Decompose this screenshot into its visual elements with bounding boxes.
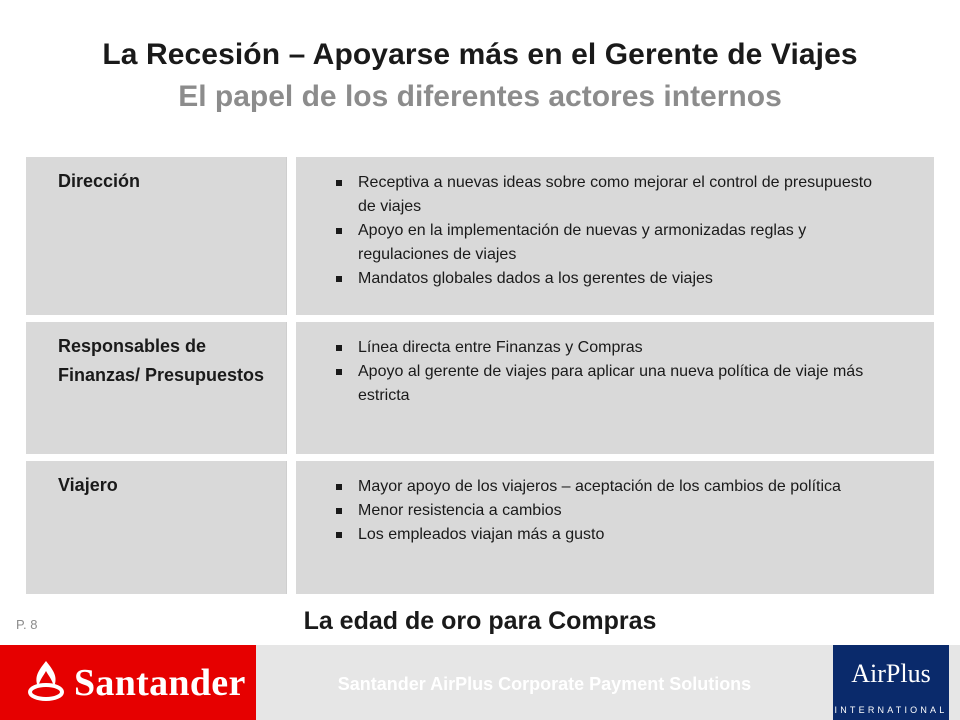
santander-logo-band [0,645,256,720]
slide-subtitle: El papel de los diferentes actores internos [178,80,782,113]
brand-name: Santander [74,661,246,704]
footer-caption-band [256,645,833,720]
bullet-item: Mandatos globales dados a los gerentes de viajes [336,267,874,291]
airplus-name: AirPlus [851,659,931,688]
role-label-cell [26,322,287,454]
square-bullet-icon [336,369,342,375]
square-bullet-icon [336,532,342,538]
bullet-item: Apoyo al gerente de viajes para aplicar una nueva política de viaje más estricta [336,360,874,408]
santander-logo [28,659,246,706]
role-row-direccion [26,157,934,315]
role-label-cell [26,157,287,315]
bullet-item: Mayor apoyo de los viajeros – aceptación de los cambios de política [336,475,874,499]
flame-icon [28,659,64,706]
role-label: Viajero [58,475,118,495]
role-label: Dirección [58,171,141,191]
square-bullet-icon [336,180,342,186]
role-row-viajero [26,461,934,594]
bullet-list [336,336,874,408]
square-bullet-icon [336,345,342,351]
square-bullet-icon [336,228,342,234]
role-label-cell [26,461,287,594]
airplus-logo-band [833,645,960,720]
slide-title: La Recesión – Apoyarse más en el Gerente de Viajes [102,38,858,71]
footer-caption: Santander AirPlus Corporate Payment Solutions [337,674,752,694]
square-bullet-icon [336,508,342,514]
bullet-item: Menor resistencia a cambios [336,499,874,523]
role-bullets-cell [296,461,934,594]
tagline: La edad de oro para Compras [303,607,657,635]
airplus-logo [833,645,949,720]
role-bullets-cell [296,157,934,315]
square-bullet-icon [336,276,342,282]
role-row-finanzas [26,322,934,454]
bullet-list [336,171,874,291]
bullet-item: Receptiva a nuevas ideas sobre como mejorar el control de presupuesto de viajes [336,171,874,219]
bullet-item: Línea directa entre Finanzas y Compras [336,336,874,360]
role-bullets-cell [296,322,934,454]
bullet-item: Los empleados viajan más a gusto [336,523,874,547]
bullet-item: Apoyo en la implementación de nuevas y armonizadas reglas y regulaciones de viajes [336,219,874,267]
role-label: Responsables de Finanzas/ Presupuestos [58,336,265,385]
bullet-list [336,475,874,547]
airplus-sub: INTERNATIONAL [834,705,948,715]
page-number: P. 8 [16,617,38,632]
square-bullet-icon [336,484,342,490]
